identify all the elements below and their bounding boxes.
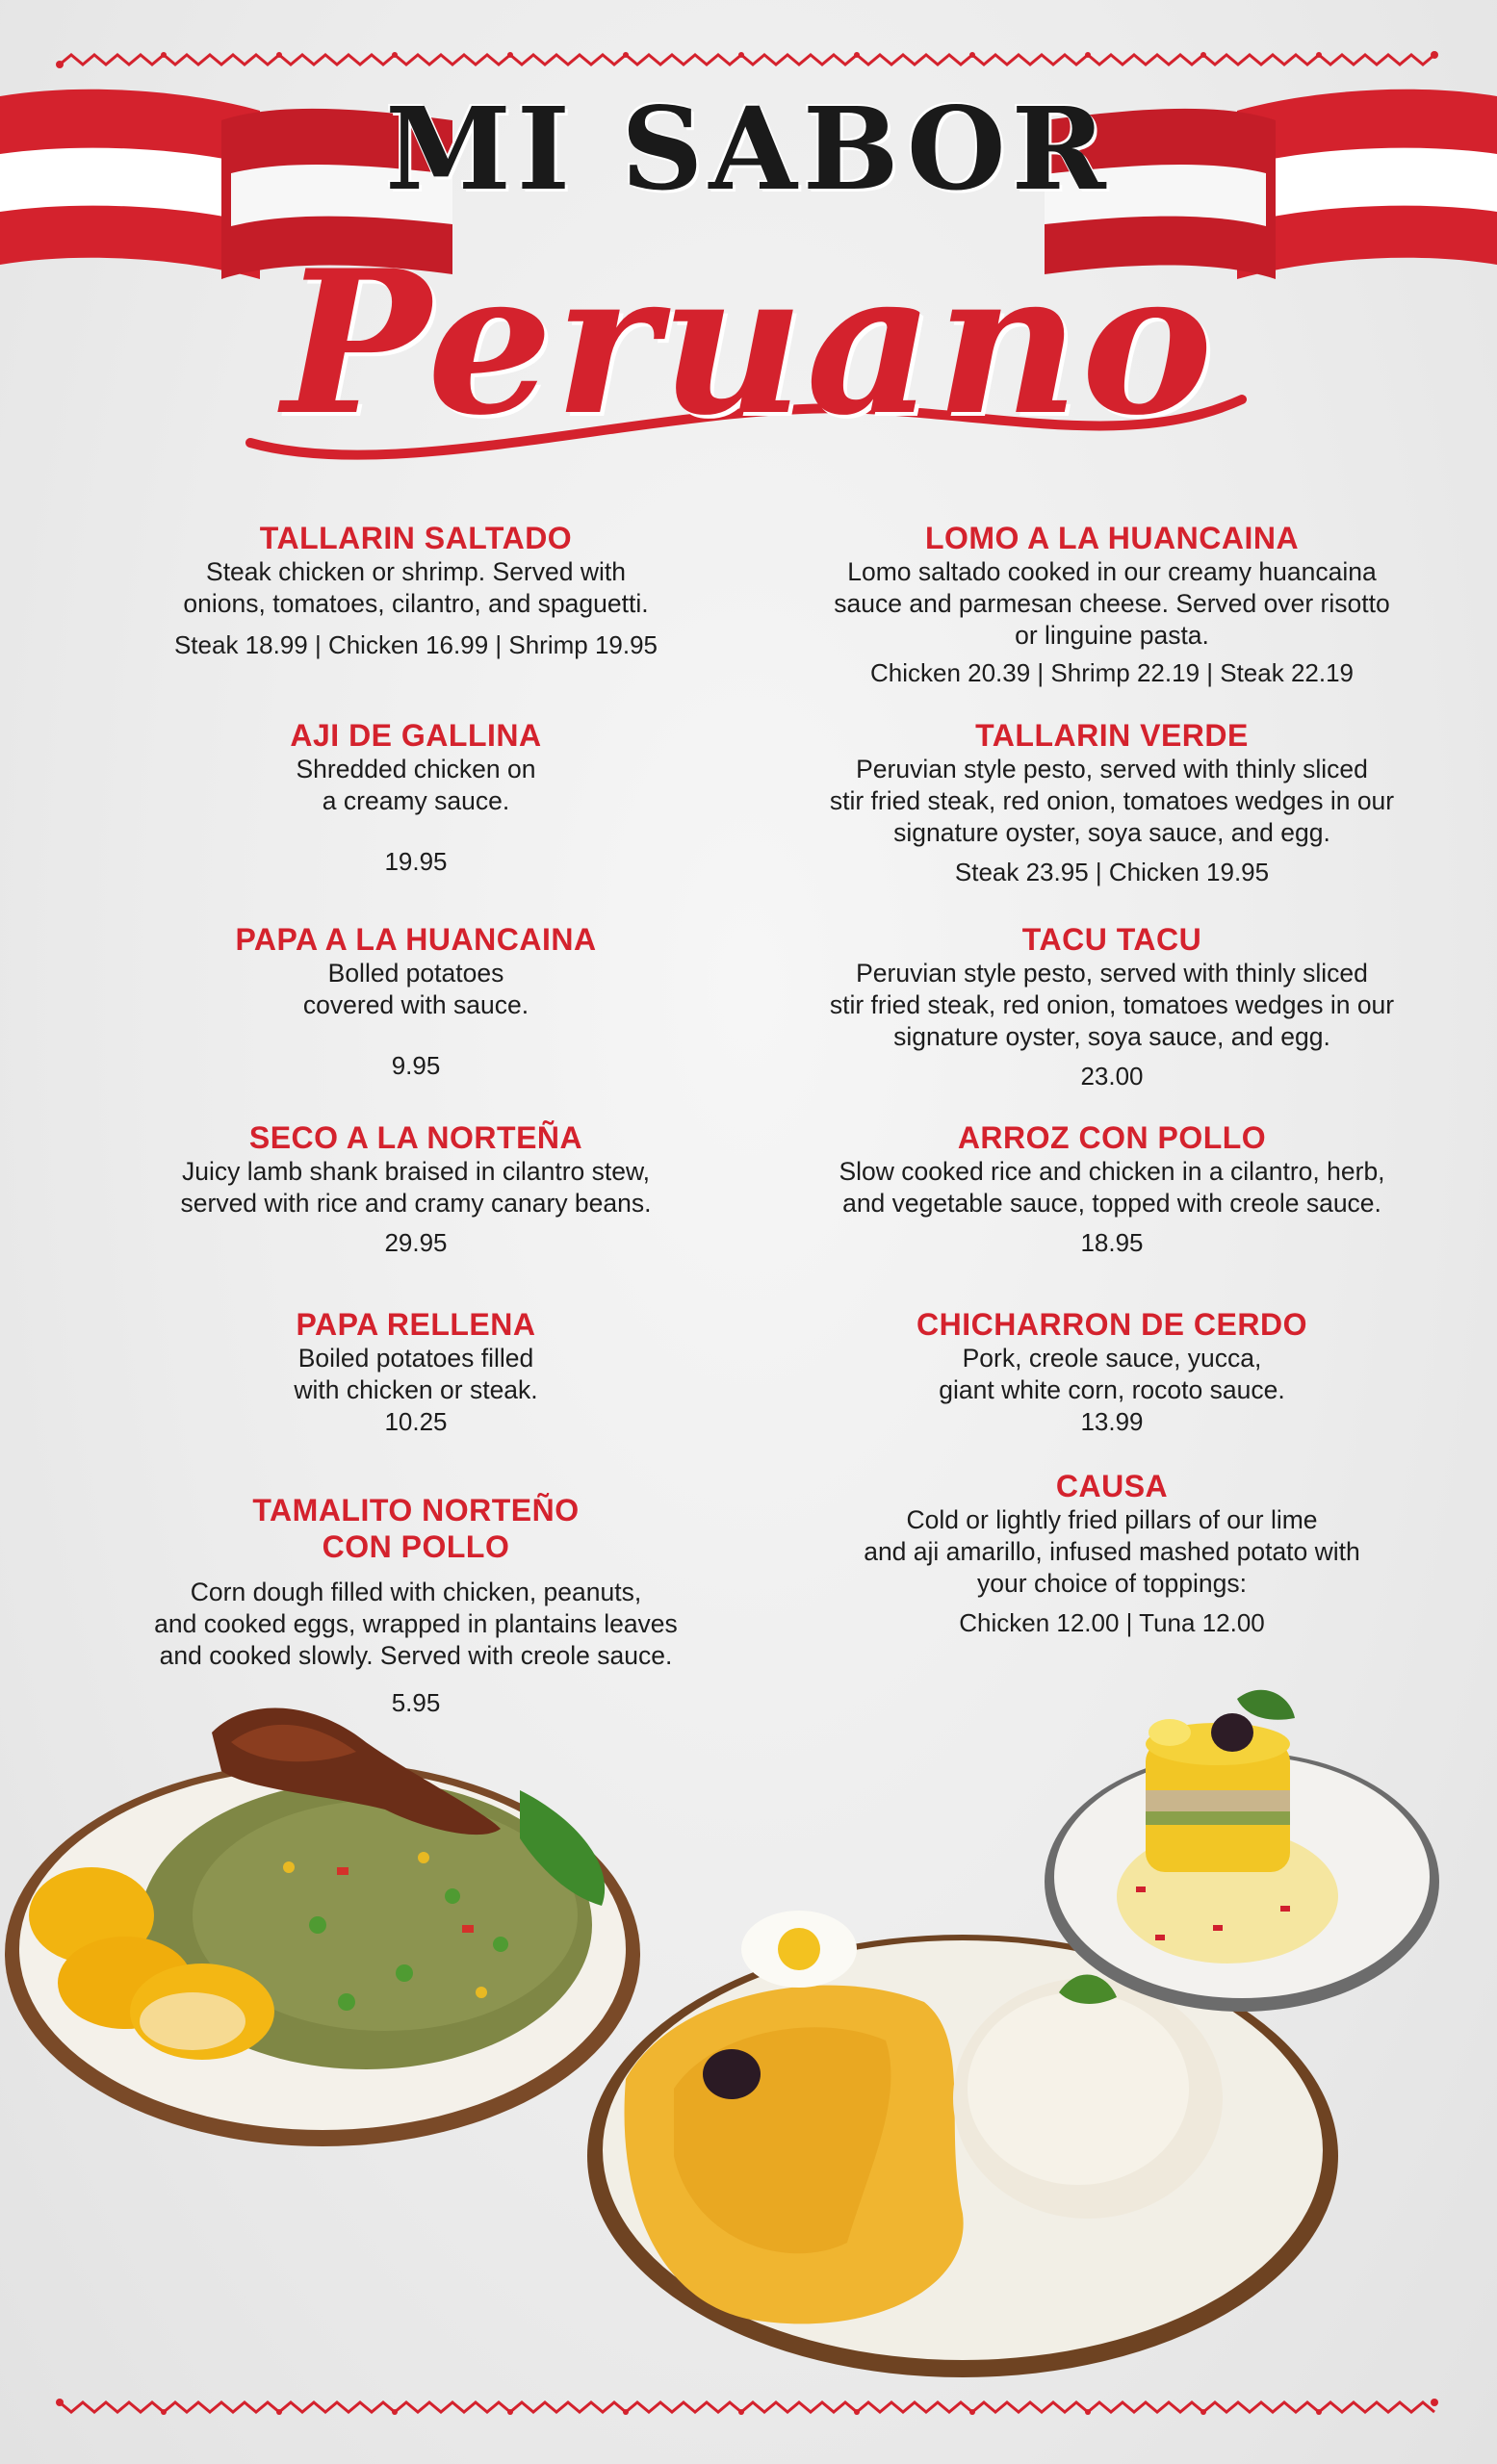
menu-item-name: TAMALITO NORTEÑO CON POLLO bbox=[252, 1493, 580, 1564]
menu-item-name: TACU TACU bbox=[1021, 922, 1202, 957]
menu-item-description: Bolled potatoes covered with sauce. bbox=[302, 959, 529, 1019]
menu-item-description: Juicy lamb shank braised in cilantro stew, served with rice and cramy canary beans. bbox=[180, 1157, 652, 1218]
menu-item-tallarin-verde bbox=[813, 717, 1410, 888]
menu-item-tallarin-saltado bbox=[117, 520, 714, 661]
plate-causa bbox=[1045, 1690, 1439, 2012]
menu-item-chicharron-de-cerdo bbox=[813, 1306, 1410, 1438]
menu-item-name: TALLARIN VERDE bbox=[975, 718, 1249, 753]
zigzag-line bbox=[60, 2402, 1434, 2412]
menu-item-name: ARROZ CON POLLO bbox=[957, 1120, 1267, 1155]
menu-item-name: CHICHARRON DE CERDO bbox=[916, 1307, 1307, 1342]
menu-item-arroz-con-pollo bbox=[813, 1119, 1410, 1259]
menu-item-name: AJI DE GALLINA bbox=[290, 718, 542, 753]
menu-item-description: Peruvian style pesto, served with thinly sliced stir fried steak, red onion, tomatoes wedges in our signature oyster, soya sauce, and egg. bbox=[829, 755, 1395, 847]
menu-item-papa-rellena bbox=[117, 1306, 714, 1438]
bottom-decorative-border bbox=[0, 2385, 1497, 2424]
menu-item-seco-a-la-nortena bbox=[117, 1119, 714, 1259]
menu-item-price: 13.99 bbox=[1080, 1407, 1144, 1436]
menu-item-price: Steak 18.99 | Chicken 16.99 | Shrimp 19.95 bbox=[173, 630, 658, 659]
causa-olive bbox=[1211, 1713, 1253, 1752]
menu-item-name: LOMO A LA HUANCAINA bbox=[924, 521, 1300, 555]
menu-item-name: SECO A LA NORTEÑA bbox=[248, 1120, 583, 1155]
menu-item-description: Corn dough filled with chicken, peanuts, and cooked eggs, wrapped in plantains leaves and cooked slowly. Served with creole sauce. bbox=[154, 1578, 678, 1670]
menu-item-price: 23.00 bbox=[1080, 1062, 1144, 1091]
menu-item-description: Cold or lightly fried pillars of our lime and aji amarillo, infused mashed potato with your choice of toppings: bbox=[864, 1505, 1360, 1598]
menu-item-description: Peruvian style pesto, served with thinly sliced stir fried steak, red onion, tomatoes wedges in our signature oyster, soya sauce, and egg. bbox=[829, 959, 1395, 1051]
menu-item-lomo-a-la-huancaina bbox=[813, 520, 1410, 689]
menu-item-description: Shredded chicken on a creamy sauce. bbox=[296, 755, 536, 815]
menu-item-price: 10.25 bbox=[384, 1407, 448, 1436]
menu-item-price: Steak 23.95 | Chicken 19.95 bbox=[954, 858, 1270, 886]
menu-item-price: 9.95 bbox=[391, 1051, 441, 1080]
black-olive bbox=[703, 2049, 761, 2099]
menu-item-aji-de-gallina bbox=[117, 717, 714, 878]
menu-item-price: 19.95 bbox=[384, 847, 448, 876]
menu-item-price: Chicken 20.39 | Shrimp 22.19 | Steak 22.19 bbox=[869, 658, 1355, 687]
menu-item-tacu-tacu bbox=[813, 921, 1410, 1092]
menu-item-name: PAPA RELLENA bbox=[296, 1307, 536, 1342]
menu-item-description: Boiled potatoes filled with chicken or steak. bbox=[294, 1344, 538, 1404]
menu-item-description: Steak chicken or shrimp. Served with onions, tomatoes, cilantro, and spaguetti. bbox=[183, 557, 649, 618]
top-decorative-border bbox=[0, 43, 1497, 82]
plate-arroz-con-pollo bbox=[5, 1708, 640, 2146]
menu-item-name: PAPA A LA HUANCAINA bbox=[235, 922, 597, 957]
menu-item-price: 5.95 bbox=[391, 1688, 441, 1717]
menu-item-description: Lomo saltado cooked in our creamy huancaina sauce and parmesan cheese. Served over risotto or linguine pasta. bbox=[834, 557, 1390, 650]
menu-item-description: Pork, creole sauce, yucca, giant white corn, rocoto sauce. bbox=[939, 1344, 1285, 1404]
food-photo-plates bbox=[0, 1675, 1497, 2406]
menu-item-price: Chicken 12.00 | Tuna 12.00 bbox=[959, 1608, 1265, 1637]
brand-title-top: MI SABOR bbox=[385, 82, 1112, 216]
menu-item-price: 18.95 bbox=[1080, 1228, 1144, 1257]
menu-item-causa bbox=[813, 1468, 1410, 1639]
menu-item-name: TALLARIN SALTADO bbox=[259, 521, 573, 555]
menu-item-price: 29.95 bbox=[384, 1228, 448, 1257]
brand-title-script: Peruano bbox=[282, 228, 1215, 459]
menu-item-description: Slow cooked rice and chicken in a cilantro, herb, and vegetable sauce, topped with creole sauce. bbox=[839, 1157, 1385, 1218]
menu-item-papa-a-la-huancaina bbox=[117, 921, 714, 1082]
zigzag-line bbox=[60, 55, 1434, 64]
menu-item-name: CAUSA bbox=[1055, 1469, 1169, 1503]
